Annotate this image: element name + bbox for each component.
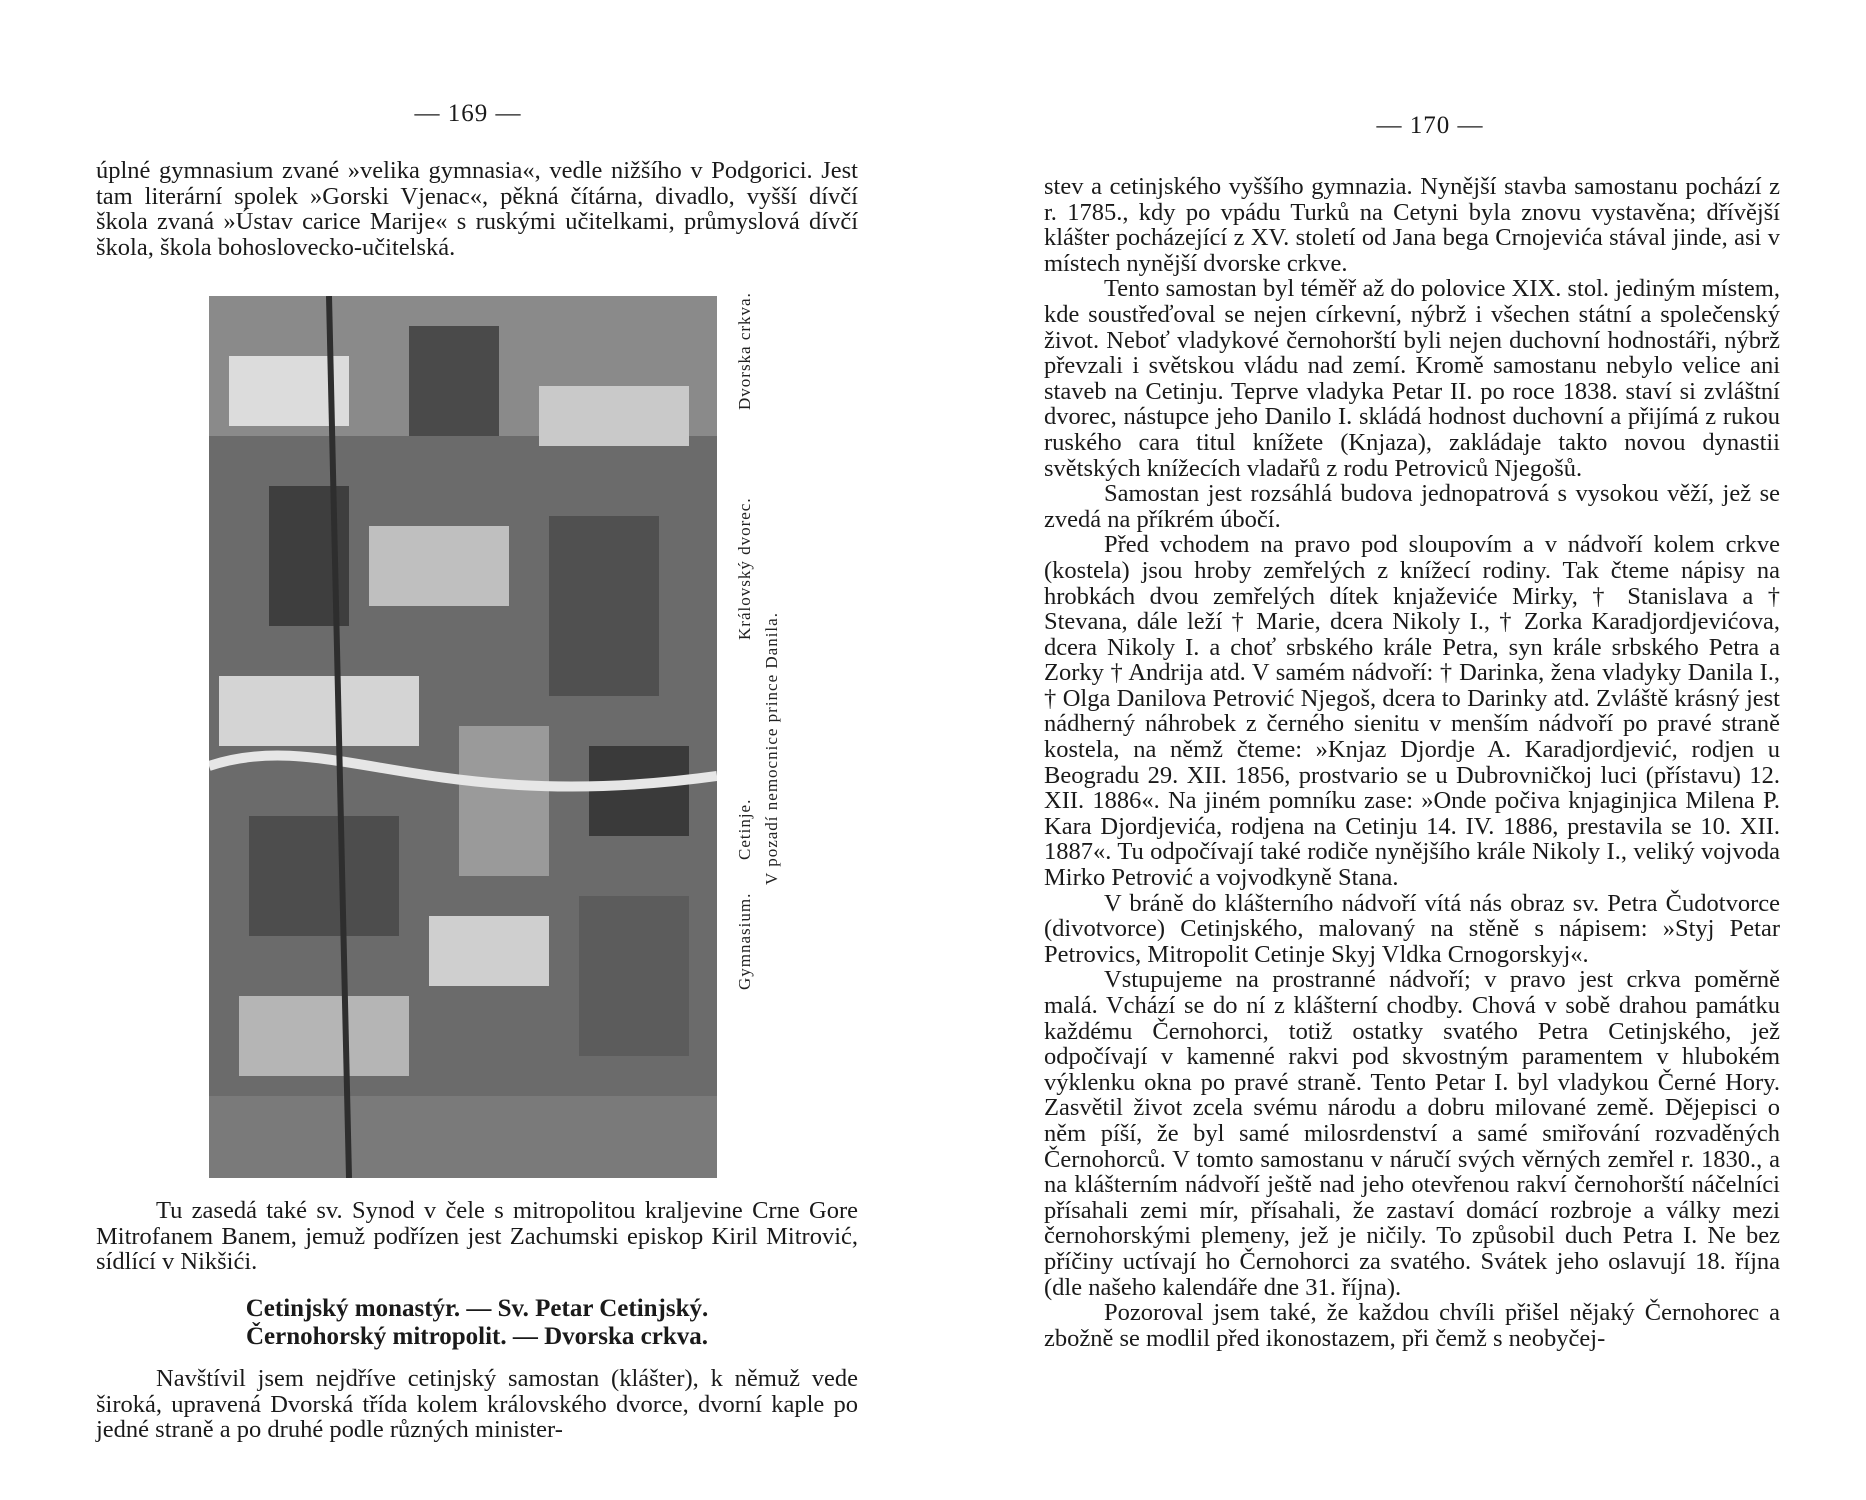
section-heading-line1: Cetinjský monastýr. — Sv. Petar Cetinjský.: [245, 1295, 709, 1322]
page-number: — 169 —: [414, 100, 522, 127]
section-heading-line2: Černohorský mitropolit. — Dvorska crkva.: [245, 1323, 709, 1350]
caption-gymnasium: Gymnasium.: [735, 892, 754, 990]
paragraph-5: V bráně do klášterního nádvoří vítá nás obraz sv. Petra Čudotvorce (divotvorce) Cetinjského, malovaný na stěně s nápisem: »Styj Petar Petrovics, Mitropolit Cetinje Skyj Vldka Crnogorskyj«.: [1044, 889, 1780, 968]
paragraph-2: Tento samostan byl téměř až do polovice XIX. stol. jediným místem, kde soustřeďoval se nejen církevní, nýbrž i všechen státní a společenský život. Neboť vladykové černohorští byli nejen duchovní hodnostáři, nýbrž převzali i světskou vládu nad zemí. Kromě samostanu nebylo velice ani staveb na Cetinju. Teprve vladyka Petar II. po roce 1838. staví si zvláštní dvorec, nástupce jeho Danilo I. skládá hodnost duchovní a přijímá z rukou ruského cara titul knížete (Knjaza), zakládaje takto novou dynastii světských knížecích vladařů z rodu Petroviců Njegošů.: [1044, 275, 1780, 482]
right-page: [933, 0, 1866, 1500]
synod-paragraph: Tu zasedá také sv. Synod v čele s mitropolitou kraljevine Crne Gore Mitrofanem Banem, jemuž podřízen jest Zachumski episkop Kiril Mitrović, sídlící v Nikšići.: [96, 1197, 858, 1275]
paragraph-6: Vstupujeme na prostranné nádvoří; v pravo jest crkva poměrně malá. Vchází se do ní z klášterní chodby. Chová v sobě drahou památku každému Černohorci, totiž ostatky svatého Petra Cetinjského, jež odpočívají v kamenné rakvi pod skvostným paramentem v hlubokém výklenku okna po pravé straně. Tento Petar I. byl vladykou Černé Hory. Zasvětil život zcela svému národu a dobru milované země. Dějepisci o něm píší, že byl samé milosrdenství a samé smiřování rozvaděných Černohorců. V tomto samostanu v náručí svých věrných zemřel r. 1830., a na klášterním nádvoří ještě nad jeho otevřenou rakví černohorští náčelníci přísahali zemi mír, přísahali, že zastaví domácí rozbroje a války mezi černohorskými plemeny, jež je ničily. To způsobil duch Petra I. Ne bez příčiny uctívají ho Černohorci za svatého. Svátek jeho oslavují 18. října (dle našeho kalendáře dne 31. října).: [1044, 966, 1780, 1301]
cetinje-photograph: [209, 296, 717, 1178]
photo-illustration: [209, 296, 717, 1178]
caption-pozadi: V pozadí nemocnice prince Danila.: [762, 612, 781, 885]
visit-paragraph: Navštívil jsem nejdříve cetinjský samostan (klášter), k němuž vede široká, upravená Dvorská třída kolem královského dvorce, dvorní kaple po jedné straně a po druhé podle různých minister-: [96, 1365, 858, 1443]
caption-dvorska-crkva: Dvorska crkva.: [735, 292, 754, 410]
page-number: — 170 —: [1376, 112, 1484, 139]
paragraph-3: Samostan jest rozsáhlá budova jednopatrová s vysokou věží, jež se zvedá na příkrém úbočí.: [1044, 480, 1780, 533]
paragraph-4: Před vchodem na pravo pod sloupovím a v nádvoří kolem crkve (kostela) jsou hroby zemřelých z knížecí rodiny. Tak čteme nápisy na hrobkách dvou zemřelých dítek knjaževiće Mirky, † Stanislava a † Stevana, dále leží † Marie, dcera Nikoly I., † Zorka Karadjordjevićova, dcera Nikoly I. a choť srbského krále Petra, syn krále srbského Petra a Zorky † Andrija atd. V samém nádvoří: † Darinka, žena vladyky Danila I., † Olga Danilova Petrović Njegoš, dcera to Darinky atd. Zvláště krásný jest nádherný náhrobek z černého sienitu v menším nádvoří po pravé straně kostela, na němž čteme: »Knjaz Djordje A. Karadjordjević, rodjen u Beogradu 29. XII. 1856, prostvario se u Dubrovničkoj luci (přístavu) 12. XII. 1886«. Na jiném pomníku zase: »Onde počiva knjaginjica Milena P. Kara Djordjevića, rodjena na Cetinju 14. IV. 1886, prestavila se 10. XII. 1887«. Tu odpočívají také rodiče nynějšího krále Nikoly I., veliký vojvoda Mirko Petrović a vojvodkyně Stana.: [1044, 531, 1780, 892]
caption-cetinje: Cetinje.: [735, 798, 754, 860]
paragraph-1: stev a cetinjského vyššího gymnazia. Nynější stavba samostanu pochází z r. 1785., kdy po vpádu Turků na Cetyni byla znovu vystavěna; dřívější klášter pocházející z XV. století od Jana bega Crnojevića stával jinde, asi v místech nynější dvorske crkve.: [1044, 173, 1780, 277]
paragraph-7: Pozoroval jsem také, že každou chvíli přišel nějaký Černohorec a zbožně se modlil před ikonostazem, při čemž s neobyčej-: [1044, 1299, 1780, 1352]
right-page-body: [1044, 174, 1780, 1351]
caption-kralovsky-dvorec: Královský dvorec.: [735, 497, 754, 640]
intro-paragraph: úplné gymnasium zvané »velika gymnasia«, vedle nižšího v Podgorici. Jest tam literární spolek »Gorski Vjenac«, pěkná čítárna, divadlo, vyšší dívčí škola zvaná »Ústav carice Marije« s ruskými učitelkami, průmyslová dívčí škola, škola bohoslovecko-učitelská.: [96, 157, 858, 261]
